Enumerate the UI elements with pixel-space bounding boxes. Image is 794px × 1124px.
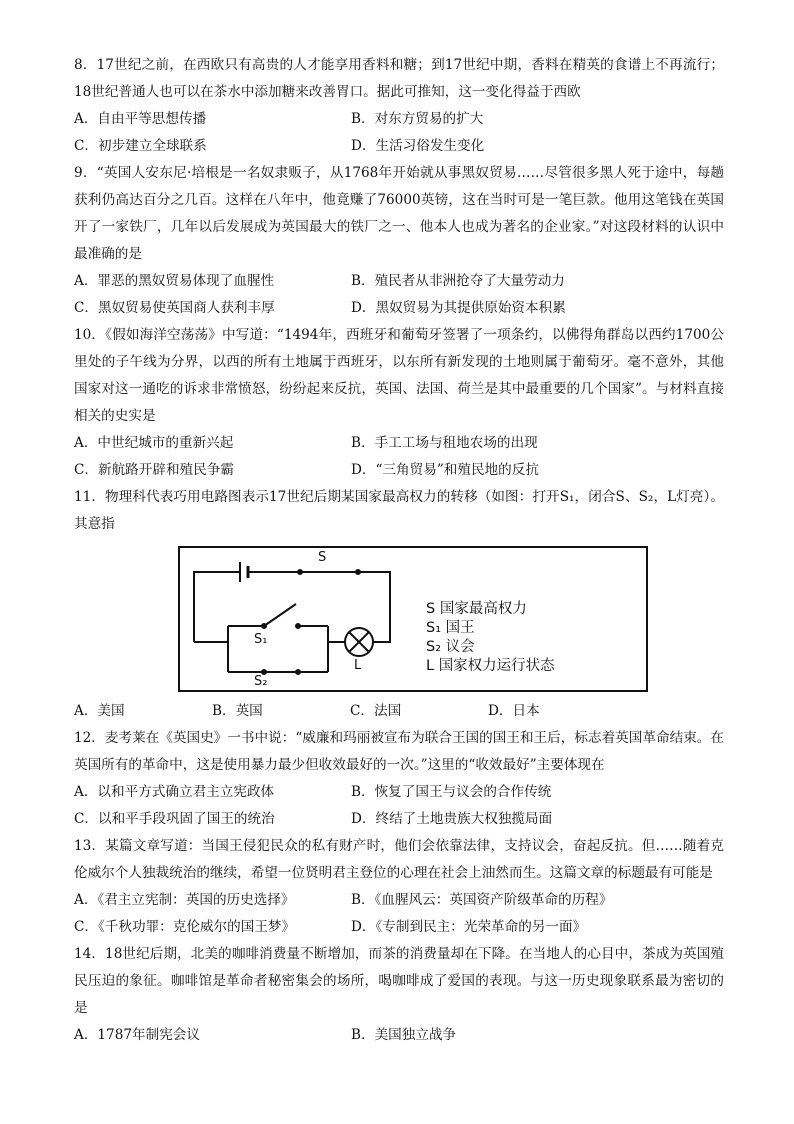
wire-left <box>194 572 240 626</box>
question-8-options <box>74 106 724 160</box>
exam-page <box>74 52 724 1049</box>
q12-option-a[interactable]: A．以和平方式确立君主立宪政体 <box>74 784 275 800</box>
question-11-stem: 11．物理科代表巧用电路图表示17世纪后期某国家最高权力的转移（如图：打开S₁，闭合S、S₂，L灯亮）。其意指 <box>74 489 724 532</box>
q9-option-b[interactable]: B．殖民者从非洲抢夺了大量劳动力 <box>351 273 565 289</box>
q8-option-b[interactable]: B．对东方贸易的扩大 <box>351 111 484 127</box>
q12-option-d[interactable]: D．终结了土地贵族大权独揽局面 <box>351 811 553 827</box>
q14-option-a[interactable]: A．1787年制宪会议 <box>74 1027 200 1043</box>
question-13-stem: 13．某篇文章写道：当国王侵犯民众的私有财产时，他们会依靠法律，支持议会，奋起反抗。但……随着克伦威尔个人独裁统治的继续，希望一位贤明君主登位的心理在社会上油然而生。这篇文章的标题最有可能是 <box>74 838 724 881</box>
legend-s1: S₁ 国王 <box>426 620 475 636</box>
q13-option-a[interactable]: A．《君主立宪制：英国的历史选择》 <box>74 892 295 908</box>
circuit-legend <box>426 600 555 676</box>
q10-option-a[interactable]: A．中世纪城市的重新兴起 <box>74 435 234 451</box>
q9-option-c[interactable]: C．黑奴贸易使英国商人获利丰厚 <box>74 300 275 316</box>
q11-option-a[interactable]: A．美国 <box>74 703 125 719</box>
legend-s2: S₂ 议会 <box>426 639 475 655</box>
q9-option-a[interactable]: A．罪恶的黑奴贸易体现了血腥性 <box>74 273 275 289</box>
q11-option-b[interactable]: B．英国 <box>212 703 263 719</box>
wire-lamp-right <box>373 626 390 642</box>
wire-right <box>358 572 390 626</box>
switch-s-label: S <box>318 550 327 565</box>
circuit-svg <box>178 546 648 692</box>
q8-option-c[interactable]: C．初步建立全球联系 <box>74 138 207 154</box>
circuit-diagram <box>178 546 648 692</box>
question-13-options <box>74 887 724 941</box>
q11-option-c[interactable]: C．法国 <box>350 703 402 719</box>
question-8-stem: 8．17世纪之前，在西欧只有高贵的人才能享用香料和糖；到17世纪中期，香料在精英的食谱上不再流行；18世纪普通人也可以在茶水中添加糖来改善胃口。据此可推知，这一变化得益于西欧 <box>74 57 724 100</box>
q8-option-a[interactable]: A．自由平等思想传播 <box>74 111 207 127</box>
q14-option-b[interactable]: B．美国独立战争 <box>351 1027 457 1043</box>
q12-option-c[interactable]: C．以和平手段巩固了国王的统治 <box>74 811 275 827</box>
q10-option-d[interactable]: D．“三角贸易”和殖民地的反抗 <box>351 462 539 478</box>
question-11-options <box>74 698 724 725</box>
q13-option-c[interactable]: C．《千秋功罪：克伦威尔的国王梦》 <box>74 919 296 935</box>
legend-s: S 国家最高权力 <box>426 601 527 617</box>
question-14-options <box>74 1022 724 1049</box>
switch-s1-label: S₁ <box>254 632 268 647</box>
question-12-options <box>74 779 724 833</box>
q11-option-d[interactable]: D．日本 <box>488 703 540 719</box>
q13-option-d[interactable]: D．《专制到民主：光荣革命的另一面》 <box>351 919 587 935</box>
switch-s2-label: S₂ <box>254 674 268 689</box>
q8-option-d[interactable]: D．生活习俗发生变化 <box>351 138 485 154</box>
q12-option-b[interactable]: B．恢复了国王与议会的合作传统 <box>351 784 552 800</box>
q10-option-b[interactable]: B．手工工场与租地农场的出现 <box>351 435 538 451</box>
question-10-options <box>74 430 724 484</box>
question-12-stem: 12．麦考莱在《英国史》一书中说：“威廉和玛丽被宣布为联合王国的国王和王后，标志着英国革命结束。在英国所有的革命中，这是使用暴力最少但收效最好的一次。”这里的“收效最好”主要体现在 <box>74 730 724 773</box>
q13-option-b[interactable]: B．《血腥风云：英国资产阶级革命的历程》 <box>351 892 613 908</box>
lamp-label: L <box>354 658 362 673</box>
q10-option-c[interactable]: C．新航路开辟和殖民争霸 <box>74 462 234 478</box>
q9-option-d[interactable]: D．黑奴贸易为其提供原始资本积累 <box>351 300 566 316</box>
legend-l: L 国家权力运行状态 <box>426 658 555 674</box>
question-9-stem: 9．“英国人安东尼·培根是一名奴隶贩子，从1768年开始就从事黑奴贸易……尽管很多黑人死于途中，每趟获利仍高达百分之几百。这样在八年中，他竟赚了76000英镑，这在当时可是一笔巨款。他用这笔钱在英国开了一家铁厂，几年以后发展成为英国最大的铁厂之一、他本人也成为著名的企业家。”对这段材料的认识中最准确的是 <box>74 165 724 262</box>
question-14-stem: 14．18世纪后期，北美的咖啡消费量不断增加，而茶的消费量却在下降。在当地人的心目中，茶成为英国殖民压迫的象征。咖啡馆是革命者秘密集会的场所，喝咖啡成了爱国的表现。与这一历史现象联系最为密切的是 <box>74 946 724 1016</box>
question-10-stem: 10．《假如海洋空荡荡》中写道：“1494年，西班牙和葡萄牙签署了一项条约，以佛得角群岛以西约1700公里处的子午线为分界，以西的所有土地属于西班牙，以东所有新发现的土地则属于葡萄牙。毫不意外，其他国家对这一通吃的诉求非常愤怒，纷纷起来反抗，英国、法国、荷兰是其中最重要的几个国家”。与材料直接相关的史实是 <box>74 327 724 424</box>
question-9-options <box>74 268 724 322</box>
switch-s1-blade <box>264 604 296 626</box>
